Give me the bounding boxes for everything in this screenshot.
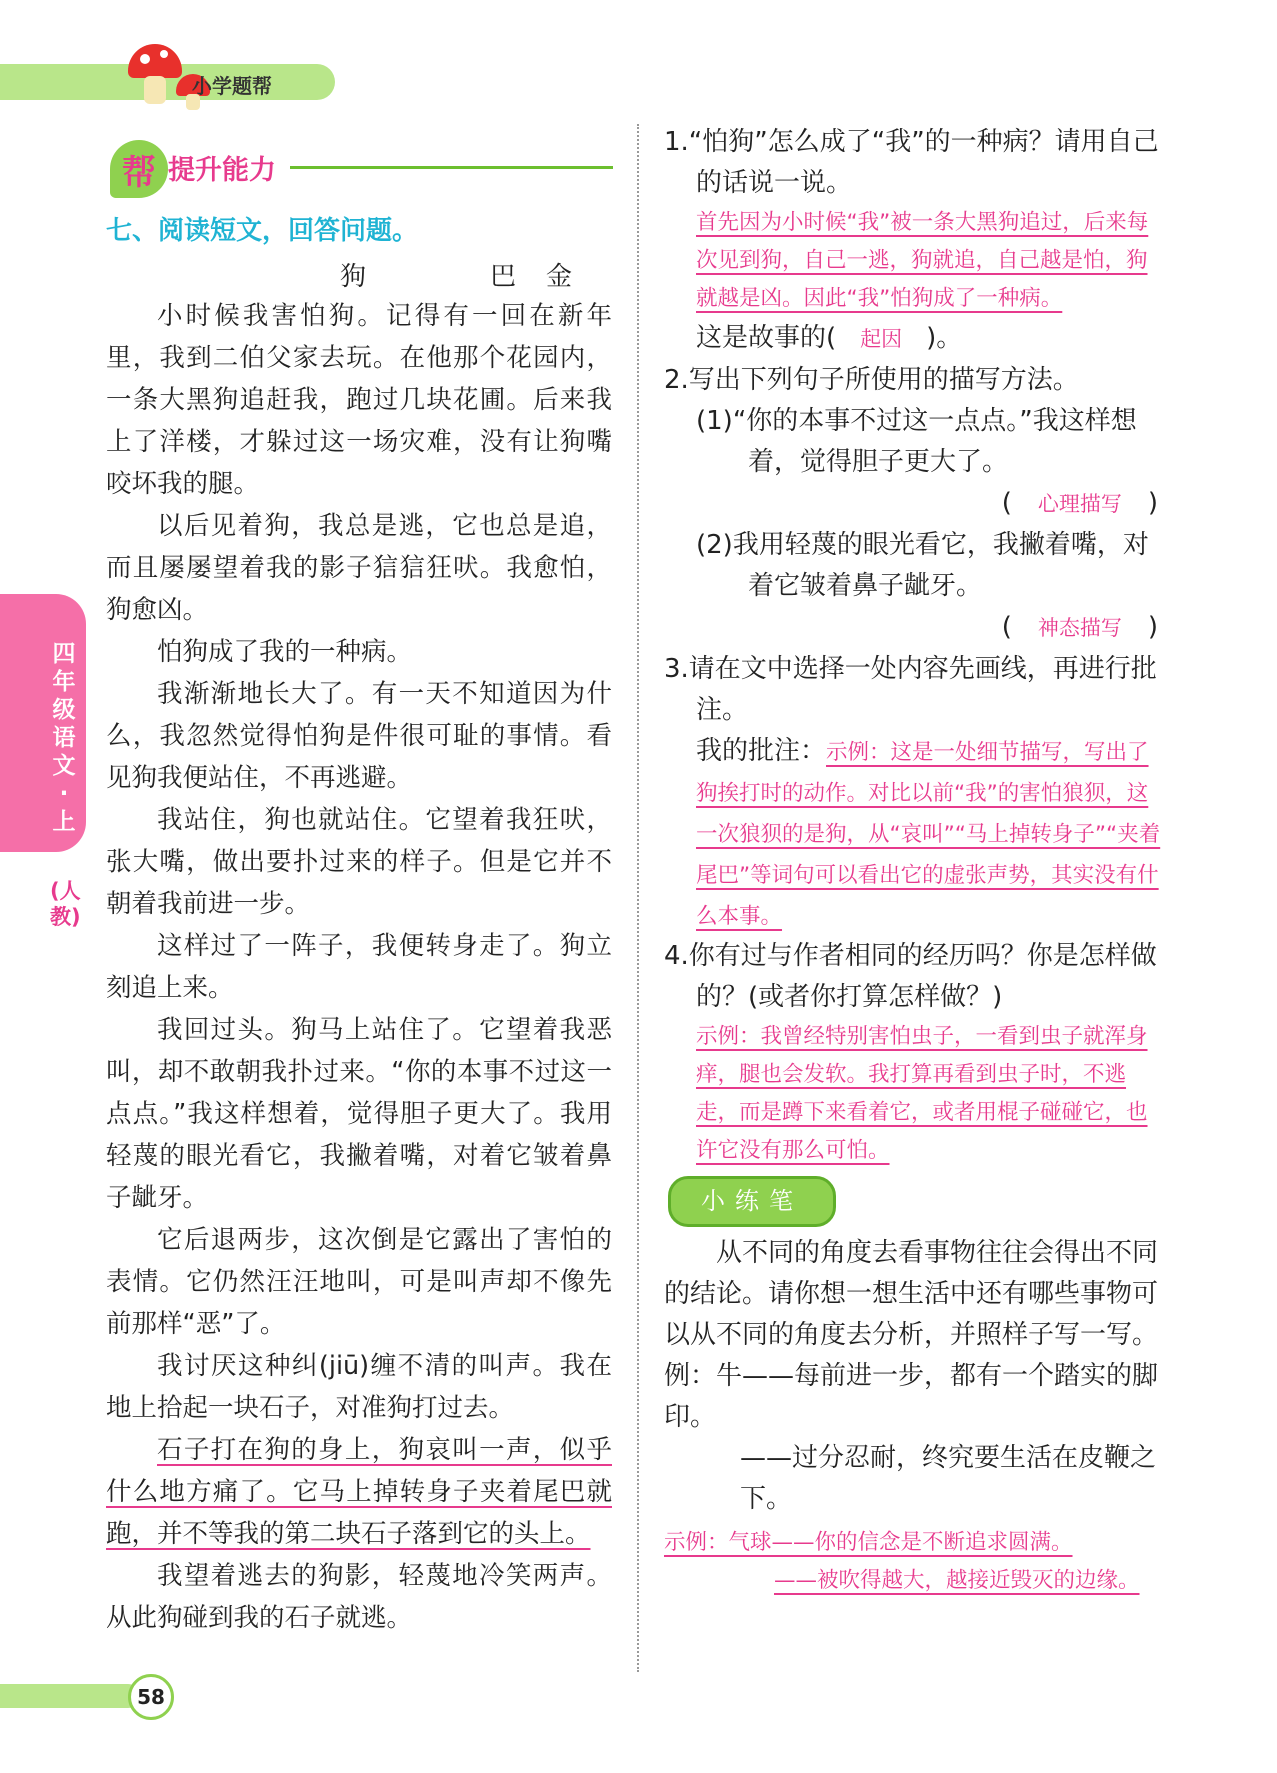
passage-paragraph: 小时候我害怕狗。记得有一回在新年里，我到二伯父家去玩。在他那个花园内，一条大黑狗追赶我，跑过几块花圃。后来我上了洋楼，才躲过这一场灾难，没有让狗嘴咬坏我的腿。 bbox=[106, 301, 612, 499]
passage-paragraph: 我渐渐地长大了。有一天不知道因为什么，我忽然觉得怕狗是件很可耻的事情。看见狗我便站住，不再逃避。 bbox=[106, 679, 612, 793]
annotation-underline: 石子打在狗的身上，狗哀叫一声，似乎什么地方痛了。它马上掉转身子夹着尾巴就跑，并不等我的第二块石子落到它的头上。 bbox=[106, 1435, 612, 1549]
brand-title: 小学题帮 bbox=[192, 74, 272, 98]
section-title: 提升能力 bbox=[168, 155, 276, 186]
question-1-follow bbox=[696, 318, 1168, 360]
answer-3: 示例：这是一处细节描写，写出了狗挨打时的动作。对比以前“我”的害怕狼狈，这一次狼狈的是狗，从“哀叫”“马上掉转身子”“夹着尾巴”等词句可以看出它的虚张声势，其实没有什么本事。 bbox=[696, 740, 1161, 929]
answer-2-1-line: ( 心理描写 ) bbox=[1001, 488, 1158, 518]
section-rule bbox=[290, 166, 613, 169]
story-author: 巴金 bbox=[490, 262, 603, 292]
section-badge: 帮 bbox=[110, 140, 168, 198]
mushroom-dot bbox=[160, 50, 168, 58]
questions-column bbox=[664, 122, 1168, 1600]
practice-answer-2: ——被吹得越大，越接近毁灭的边缘。 bbox=[774, 1568, 1140, 1593]
footer-band bbox=[0, 1684, 140, 1708]
annotation-line bbox=[696, 731, 1168, 936]
question-2-1: (1)“你的本事不过这一点点。”我这样想着，觉得胆子更大了。 bbox=[696, 406, 1137, 477]
passage-paragraph: 我回过头。狗马上站住了。它望着我恶叫，却不敢朝我扑过来。“你的本事不过这一点点。”我这样想着，觉得胆子更大了。我用轻蔑的眼光看它，我撇着嘴，对着它皱着鼻子龇牙。 bbox=[106, 1015, 612, 1213]
passage-paragraph: 以后见着狗，我总是逃，它也总是追，而且屡屡望着我的影子狺狺狂吠。我愈怕，狗愈凶。 bbox=[106, 511, 612, 625]
passage-paragraph: 它后退两步，这次倒是它露出了害怕的表情。它仍然汪汪地叫，可是叫声却不像先前那样“恶”了。 bbox=[106, 1225, 612, 1339]
passage-paragraph: 这样过了一阵子，我便转身走了。狗立刻追上来。 bbox=[106, 931, 612, 1003]
practice-answer-1: 示例：气球——你的信念是不断追求圆满。 bbox=[664, 1530, 1073, 1555]
reading-passage bbox=[106, 295, 612, 1639]
side-tab-grade: 四年级语文·上 bbox=[52, 641, 76, 835]
question-2-2: (2)我用轻蔑的眼光看它，我撇着嘴，对着它皱着鼻子龇牙。 bbox=[696, 530, 1149, 601]
question-4: 4.你有过与作者相同的经历吗？你是怎样做的？(或者你打算怎样做？) bbox=[664, 941, 1157, 1012]
side-tab-edition: (人教) bbox=[50, 879, 81, 929]
question-1: 1.“怕狗”怎么成了“我”的一种病？请用自己的话说一说。 bbox=[664, 127, 1159, 198]
mushroom-icon bbox=[128, 44, 182, 78]
practice-badge: 小练笔 bbox=[668, 1176, 836, 1227]
passage-paragraph: 我讨厌这种纠(jiū)缠不清的叫声。我在地上拾起一块石子，对准狗打过去。 bbox=[106, 1351, 612, 1423]
answer-4: 示例：我曾经特别害怕虫子，一看到虫子就浑身痒，腿也会发软。我打算再看到虫子时，不逃走，而是蹲下来看着它，或者用棍子碰碰它，也许它没有那么可怕。 bbox=[696, 1024, 1148, 1163]
passage-paragraph: 我望着逃去的狗影，轻蔑地冷笑两声。从此狗碰到我的石子就逃。 bbox=[106, 1561, 612, 1633]
column-divider bbox=[637, 124, 639, 1672]
story-title: 狗 bbox=[340, 262, 381, 292]
question-3: 3.请在文中选择一处内容先画线，再进行批注。 bbox=[664, 654, 1157, 725]
answer-2-2: 神态描写 bbox=[1037, 616, 1122, 640]
page-number: 58 bbox=[128, 1674, 174, 1720]
mushroom-dot bbox=[140, 54, 150, 64]
practice-example-2: ——过分忍耐，终究要生活在皮鞭之下。 bbox=[740, 1443, 1157, 1514]
passage-paragraph-underlined bbox=[106, 1429, 612, 1555]
follow-prefix: 这是故事的( bbox=[696, 323, 837, 353]
answer-2-2-line: ( 神态描写 ) bbox=[1001, 612, 1158, 642]
passage-paragraph: 我站住，狗也就站住。它望着我狂吠，张大嘴，做出要扑过来的样子。但是它并不朝着我前进一步。 bbox=[106, 805, 612, 919]
practice-prompt: 从不同的角度去看事物往往会得出不同的结论。请你想一想生活中还有哪些事物可以从不同的角度去分析，并照样子写一写。 bbox=[664, 1238, 1159, 1350]
answer-1: 首先因为小时候“我”被一条大黑狗追过，后来每次见到狗，自己一逃，狗就追，自己越是怕，狗就越是凶。因此“我”怕狗成了一种病。 bbox=[696, 210, 1149, 311]
answer-1-follow: 起因 bbox=[860, 327, 903, 351]
practice-example-1: 例：牛——每前进一步，都有一个踏实的脚印。 bbox=[664, 1361, 1159, 1432]
answer-2-1: 心理描写 bbox=[1037, 492, 1122, 516]
follow-suffix: )。 bbox=[926, 323, 963, 353]
passage-paragraph: 怕狗成了我的一种病。 bbox=[157, 637, 413, 667]
annotation-label: 我的批注： bbox=[696, 736, 827, 766]
exercise-heading: 七、阅读短文，回答问题。 bbox=[106, 216, 419, 246]
mushroom-stem bbox=[144, 76, 166, 104]
question-2: 2.写出下列句子所使用的描写方法。 bbox=[664, 365, 1079, 395]
